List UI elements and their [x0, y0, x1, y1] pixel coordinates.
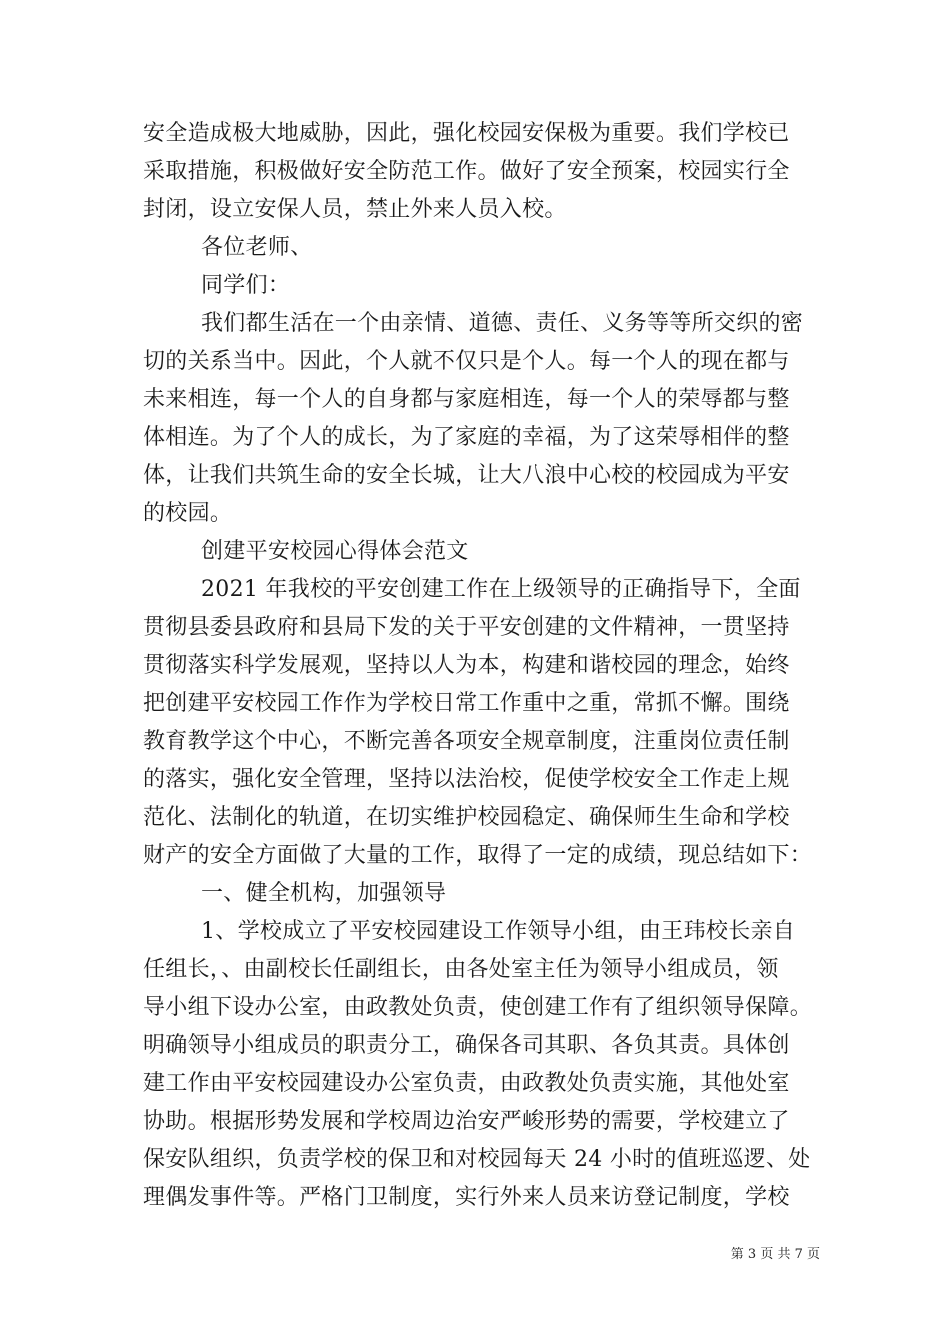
body-text-line: 任组长，、由副校长任副组长，由各处室主任为领导小组成员，领	[143, 957, 779, 982]
body-text-line: 的落实，强化安全管理，坚持以法治校，促使学校安全工作走上规	[143, 767, 790, 792]
body-text-line: 建工作由平安校园建设办公室负责，由政教处负责实施，其他处室	[143, 1071, 790, 1096]
body-text-line: 导小组下设办公室，由政教处负责，使创建工作有了组织领导保障。	[143, 995, 813, 1020]
salutation-line: 各位老师、	[201, 235, 313, 260]
body-text-line: 2021 年我校的平安创建工作在上级领导的正确指导下，全面	[201, 577, 801, 602]
body-text-line: 体相连。为了个人的成长，为了家庭的幸福，为了这荣辱相伴的整	[143, 425, 790, 450]
section-heading: 一、健全机构，加强领导	[201, 881, 447, 906]
body-text-line: 把创建平安校园工作作为学校日常工作重中之重，常抓不懈。围绕	[143, 691, 790, 716]
body-text-line: 明确领导小组成员的职责分工，确保各司其职、各负其责。具体创	[143, 1033, 790, 1058]
body-text-line: 保安队组织，负责学校的保卫和对校园每天 24 小时的值班巡逻、处	[143, 1147, 811, 1172]
section-heading: 创建平安校园心得体会范文	[201, 539, 469, 564]
body-text-line: 的校园。	[143, 501, 233, 526]
body-text-line: 切的关系当中。因此，个人就不仅只是个人。每一个人的现在都与	[143, 349, 790, 374]
body-text-line: 教育教学这个中心，不断完善各项安全规章制度，注重岗位责任制	[143, 729, 790, 754]
body-text-line: 协助。根据形势发展和学校周边治安严峻形势的需要，学校建立了	[143, 1109, 790, 1134]
body-text-line: 封闭，设立安保人员，禁止外来人员入校。	[143, 197, 567, 222]
body-text-line: 理偶发事件等。严格门卫制度，实行外来人员来访登记制度，学校	[143, 1185, 790, 1210]
body-text-line: 贯彻县委县政府和县局下发的关于平安创建的文件精神，一贯坚持	[143, 615, 790, 640]
body-text-line: 采取措施，积极做好安全防范工作。做好了安全预案，校园实行全	[143, 159, 790, 184]
body-text-line: 安全造成极大地威胁，因此，强化校园安保极为重要。我们学校已	[143, 121, 790, 146]
body-text-line: 1、学校成立了平安校园建设工作领导小组，由王玮校长亲自	[201, 919, 796, 944]
body-text-line: 贯彻落实科学发展观，坚持以人为本，构建和谐校园的理念，始终	[143, 653, 790, 678]
body-text-line: 未来相连，每一个人的自身都与家庭相连，每一个人的荣辱都与整	[143, 387, 790, 412]
page-number: 第 3 页 共 7 页	[730, 1247, 820, 1262]
body-text-line: 体，让我们共筑生命的安全长城，让大八浪中心校的校园成为平安	[143, 463, 790, 488]
body-text-line: 财产的安全方面做了大量的工作，取得了一定的成绩，现总结如下：	[143, 843, 813, 868]
body-text-line: 我们都生活在一个由亲情、道德、责任、义务等等所交织的密	[201, 311, 804, 336]
salutation-line: 同学们：	[201, 273, 291, 298]
body-text-line: 范化、法制化的轨道，在切实维护校园稳定、确保师生生命和学校	[143, 805, 790, 830]
